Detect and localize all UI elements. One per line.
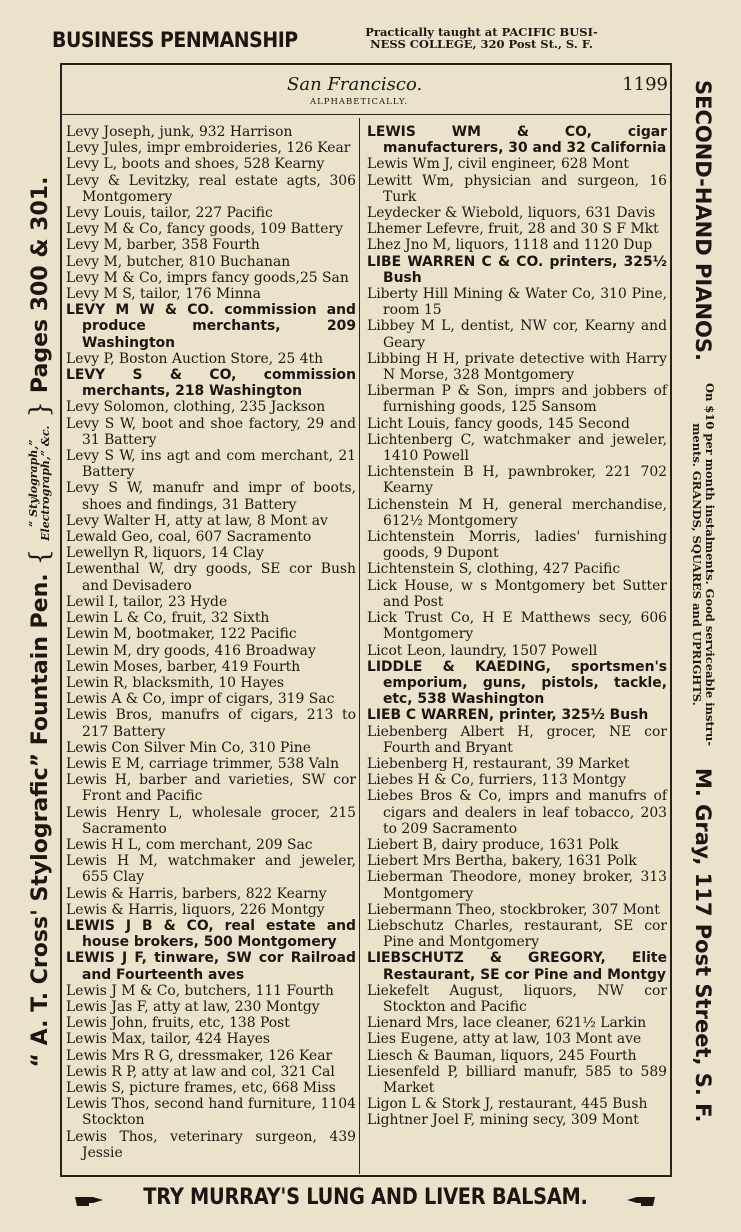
directory-entry: Levy M, barber, 358 Fourth [66, 237, 260, 254]
directory-entry: Levy Solomon, clothing, 235 Jackson [66, 399, 326, 416]
directory-entry: Levy S W, ins agt and com merchant, 21 Battery [66, 448, 356, 481]
directory-entry: Liebenberg Albert H, grocer, NE cor Fourth and Bryant [367, 723, 667, 756]
directory-entry: Lewin R, blacksmith, 10 Hayes [66, 674, 285, 691]
directory-entry: Lewin M, bootmaker, 122 Pacific [66, 626, 297, 643]
top-ad-headline: BUSINESS PENMANSHIP [52, 28, 298, 52]
directory-entry: Leydecker & Wiebold, liquors, 631 Davis [367, 205, 656, 222]
directory-entry: Lewin L & Co, fruit, 32 Sixth [66, 610, 270, 627]
column-divider [359, 118, 360, 1174]
directory-entry: LEWIS WM & CO, cigar manufacturers, 30 and 32 California [367, 124, 667, 157]
directory-entry: LIEBSCHUTZ & GREGORY, Elite Restaurant, SE cor Pine and Montgy [367, 950, 667, 983]
directory-entry: Liesch & Bauman, liquors, 245 Fourth [367, 1047, 637, 1064]
directory-entry: Lewis Wm J, civil engineer, 628 Mont [367, 156, 630, 173]
directory-entry: Lewis S, picture frames, etc, 668 Miss [66, 1079, 336, 1096]
top-advertisement [52, 26, 652, 56]
page-header [62, 74, 670, 110]
directory-entry: Lewis Jas F, atty at law, 230 Montgy [66, 998, 320, 1015]
directory-entry: Liberman P & Son, imprs and jobbers of furnishing goods, 125 Sansom [367, 383, 667, 416]
directory-entry: Lewis Bros, manufrs of cigars, 213 to 217 Battery [66, 707, 356, 740]
directory-entry: Liesenfeld P, billiard manufr, 585 to 589 Market [367, 1063, 667, 1096]
directory-entry: Lewis & Harris, liquors, 226 Montgy [66, 901, 325, 918]
directory-entry: Levy M S, tailor, 176 Minna [66, 286, 261, 303]
directory-entry: Lichenstein M H, general merchandise, 612½ Montgomery [367, 496, 667, 529]
directory-entry: Liebschutz Charles, restaurant, SE cor Pine and Montgomery [367, 917, 667, 951]
directory-entry: Levy M & Co, imprs fancy goods,25 San [66, 269, 349, 286]
directory-entry: Lick House, w s Montgomery bet Sutter and Post [367, 577, 667, 610]
directory-entry: Lhez Jno M, liquors, 1118 and 1120 Dup [367, 237, 653, 254]
directory-entry: LEWIS J F, tinware, SW cor Railroad and Fourteenth aves [66, 950, 356, 983]
directory-entry: Libbing H H, private detective with Harry N Morse, 328 Montgomery [367, 350, 667, 384]
top-ad-detail-line2: NESS COLLEGE, 320 Post St., S. F. [370, 37, 593, 51]
directory-entry: Lewis Mrs R G, dressmaker, 126 Kear [66, 1047, 333, 1064]
directory-entry: Lichtenstein S, clothing, 427 Pacific [367, 561, 621, 578]
right-margin-advertisement [683, 80, 723, 1210]
left-ad-sub-line2: Electrograph,” &c. [39, 425, 52, 541]
directory-entry: Liebert B, dairy produce, 1631 Polk [367, 836, 619, 853]
directory-entry: Lhemer Lefevre, fruit, 28 and 30 S F Mkt [367, 221, 659, 238]
directory-entry: Levy Walter H, atty at law, 8 Mont av [66, 512, 328, 529]
directory-entry: Lewis Max, tailor, 424 Hayes [66, 1031, 271, 1048]
directory-entry: Liberty Hill Mining & Water Co, 310 Pine, room 15 [367, 286, 667, 319]
left-ad-sub [28, 426, 52, 541]
bottom-ad-text: TRY MURRAY'S LUNG AND LIVER BALSAM. [142, 1185, 588, 1210]
right-frame-rule [670, 63, 672, 1176]
directory-entry: LEVY M W & CO. commission and produce merchants, 209 Washington [66, 302, 356, 351]
directory-entry: Lies Eugene, atty at law, 103 Mont ave [367, 1031, 642, 1048]
directory-entry: Liebermann Theo, stockbroker, 307 Mont [367, 901, 660, 918]
directory-entry: Lewis Thos, second hand furniture, 1104 Stockton [66, 1096, 356, 1129]
directory-entry: Liebenberg H, restaurant, 39 Market [367, 755, 630, 772]
directory-entry: Liebes H & Co, furriers, 113 Montgy [367, 772, 627, 789]
directory-entry: LEWIS J B & CO, real estate and house brokers, 500 Montgomery [66, 917, 356, 951]
page-city: San Francisco. [287, 74, 423, 95]
top-ad-detail-line1: Practically taught at PACIFIC BUSI- [365, 25, 598, 39]
directory-entry: Liebert Mrs Bertha, bakery, 1631 Polk [367, 853, 637, 870]
directory-entry: Lewis Con Silver Min Co, 310 Pine [66, 739, 311, 756]
directory-entry: Lewis J M & Co, butchers, 111 Fourth [66, 982, 334, 999]
directory-entry: Liebes Bros & Co, imprs and manufrs of cigars and dealers in leaf tobacco, 203 to 209 Sacramento [367, 788, 667, 837]
directory-entry: Lewis A & Co, impr of cigars, 319 Sac [66, 691, 335, 708]
directory-entry: Lightner Joel F, mining secy, 309 Mont [367, 1112, 639, 1129]
directory-entry: Levy Jules, impr embroideries, 126 Kear [66, 140, 351, 157]
directory-entry: Lienard Mrs, lace cleaner, 621½ Larkin [367, 1015, 647, 1032]
directory-entry: Lewis H L, com merchant, 209 Sac [66, 836, 313, 853]
directory-entry: Lichtenstein B H, pawnbroker, 221 702 Kearny [367, 464, 667, 497]
directory-entry: Liekefelt August, liquors, NW cor Stockton and Pacific [367, 982, 667, 1015]
directory-entry: LEVY S & CO, commission merchants, 218 Washington [66, 367, 356, 400]
right-ad-detail-line1: On $10 per month instalments. Good serviceable instru- [703, 382, 717, 746]
bottom-rule [60, 1175, 672, 1177]
directory-entry: Lewenthal W, dry goods, SE cor Bush and Devisadero [66, 561, 356, 594]
left-column [66, 124, 356, 1161]
directory-entry: Lick Trust Co, H E Matthews secy, 606 Montgomery [367, 610, 667, 643]
directory-entry: Lieberman Theodore, money broker, 313 Montgomery [367, 869, 667, 902]
right-ad-headline: SECOND-HAND PIANOS. [691, 80, 715, 361]
top-ad-detail [314, 26, 649, 50]
directory-entry: Levy S W, boot and shoe factory, 29 and 31 Battery [66, 415, 356, 448]
directory-entry: LIDDLE & KAEDING, sportsmen's emporium, guns, pistols, tackle, etc, 538 Washington [367, 658, 667, 708]
directory-entry: Levy Louis, tailor, 227 Pacific [66, 205, 273, 222]
right-ad-detail [690, 383, 716, 746]
header-rule [62, 114, 670, 115]
right-ad-detail-line2: ments. GRANDS, SQUARES and UPRIGHTS. [690, 423, 704, 706]
left-brace-open-icon: { [25, 548, 55, 566]
left-brace-close-icon: } [25, 401, 55, 418]
directory-entry: Ligon L & Stork J, restaurant, 445 Bush [367, 1096, 648, 1113]
directory-entry: Levy S W, manufr and impr of boots, shoes and findings, 31 Battery [66, 480, 356, 513]
directory-entry: Lewin Moses, barber, 419 Fourth [66, 658, 301, 675]
page-subtitle: ALPHABETICALLY. [310, 97, 409, 107]
left-ad-brand: “ A. T. Cross' Stylografic” Fountain Pen. [27, 573, 53, 1068]
directory-entry: Lewil I, tailor, 23 Hyde [66, 593, 228, 610]
pointing-hand-left-icon [623, 1192, 657, 1208]
directory-entry: Levy P, Boston Auction Store, 25 4th [66, 350, 324, 367]
top-rule [60, 63, 672, 65]
directory-entry: Licot Leon, laundry, 1507 Powell [367, 642, 598, 659]
directory-entry: Lewis Thos, veterinary surgeon, 439 Jessie [66, 1128, 356, 1161]
left-ad-sub-line1: “ Stylograph,” [27, 439, 40, 528]
directory-entry: LIEB C WARREN, printer, 325½ Bush [367, 707, 649, 724]
right-ad-dealer: M. Gray, 117 Post Street, S. F. [691, 767, 715, 1123]
directory-entry: Lewis H M, watchmaker and jeweler, 655 Clay [66, 853, 356, 886]
page-number: 1199 [622, 74, 668, 95]
directory-entry: LIBE WARREN C & CO. printers, 325½ Bush [367, 253, 667, 286]
directory-entry: Levy M, butcher, 810 Buchanan [66, 253, 291, 270]
directory-entry: Levy Joseph, junk, 932 Harrison [66, 124, 293, 140]
left-ad-pages: Pages 300 & 301. [27, 176, 53, 394]
directory-entry: Levy M & Co, fancy goods, 109 Battery [66, 221, 343, 238]
directory-entry: Lewis Henry L, wholesale grocer, 215 Sacramento [66, 804, 356, 837]
left-frame-rule [60, 63, 62, 1176]
directory-entry: Lewis E M, carriage trimmer, 538 Valn [66, 755, 340, 772]
directory-entry: Lewald Geo, coal, 607 Sacramento [66, 529, 312, 546]
left-margin-advertisement [21, 72, 59, 1172]
directory-entry: Lewis H, barber and varieties, SW cor Front and Pacific [66, 772, 356, 805]
bottom-advertisement [60, 1185, 670, 1219]
directory-entry: Levy & Levitzky, real estate agts, 306 Montgomery [66, 172, 356, 205]
directory-entry: Lewis John, fruits, etc, 138 Post [66, 1015, 290, 1032]
right-column [367, 124, 667, 1129]
directory-entry: Lewis R P, atty at law and col, 321 Cal [66, 1063, 335, 1080]
directory-entry: Lewis & Harris, barbers, 822 Kearny [66, 885, 327, 902]
pointing-hand-right-icon [73, 1192, 107, 1208]
directory-entry: Licht Louis, fancy goods, 145 Second [367, 415, 630, 432]
directory-entry: Lewitt Wm, physician and surgeon, 16 Turk [367, 172, 667, 205]
directory-entry: Levy L, boots and shoes, 528 Kearny [66, 156, 325, 173]
directory-entry: Libbey M L, dentist, NW cor, Kearny and Geary [367, 318, 667, 351]
directory-entry: Lewellyn R, liquors, 14 Clay [66, 545, 264, 562]
directory-entry: Lichtenberg C, watchmaker and jeweler, 1410 Powell [367, 431, 667, 465]
directory-entry: Lichtenstein Morris, ladies' furnishing goods, 9 Dupont [367, 529, 667, 562]
directory-entry: Lewin M, dry goods, 416 Broadway [66, 642, 316, 659]
